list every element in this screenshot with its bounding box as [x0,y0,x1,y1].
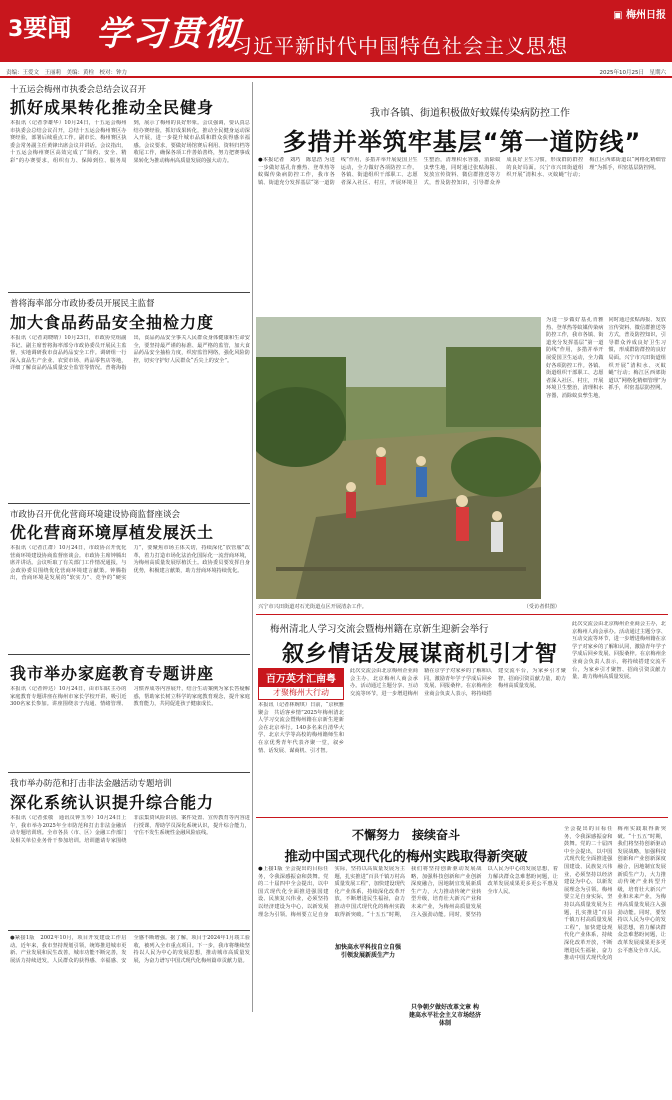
calligraphy-title: 学习贯彻 [96,14,240,54]
article7-kicker: 我市各镇、街道积极做好蚊媒传染病防控工作 [370,108,570,119]
article8-body: 此次交流会由北京梅州企业商会主办，北京梅州人商会承办。活动通过主题分享、互动交流等环节，进一步增进梅州籍在京学子对家乡的了解和认同，激励青年学子学成后回乡发展、回报桑梓。在京梅州企业商会负责人表示，将持续搭建交流平台，为家乡引才聚智、招商引资贡献力量，助力梅州高质量发展。 [350,668,566,697]
article5-body: 本报讯（记者张敬 通讯员钟玉琴）10月24日上午，我市举办2025年全市防范和打击非法金融活动专题培训班。全市各县（市、区）金融工作部门及相关单位业务骨干参加培训。培训邀请专家围绕非法集资风险识别、案件处置、宣传教育等内容进行授课，帮助学员深化系统认识，提升综合能力，守住不发生系统性金融风险底线。 [10,815,250,844]
article1-kicker: 十五运会梅州市执委会总结会议召开 [10,85,147,95]
article1-title: 抓好成果转化推动全民健身 [10,98,215,117]
article8-kicker: 梅州清北人学习交流会暨梅州籍在京新生迎新会举行 [270,624,489,635]
section-rule [256,614,668,615]
page-number: 3 [8,17,24,42]
photo-illustration [256,317,541,599]
article9-subhead-1: 加快高水平科技自立自强引领发展新质生产力 [334,944,401,959]
divider [8,503,250,504]
article8-continued: 此次交流会由北京梅州企业商会主办，北京梅州人商会承办。活动通过主题分享、互动交流等环节，进一步增进梅州籍在京学子对家乡的了解和认同，激励青年学子学成后回乡发展、回报桑梓。在京梅州企业商会负责人表示，将持续搭建交流平台，为家乡引才聚智、招商引资贡献力量，助力梅州高质量发展。 [572,621,666,681]
paper-icon: ▣ [613,10,623,21]
article4-body: 本报讯（记者钟达）10月24日，由市妇联主办的家庭教育专题讲座在梅州市家长学校开讲，吸引近300名家长参加。讲座围绕亲子沟通、情绪管理、习惯养成等内容展开，结合生动案例为家长答疑解惑，帮助家长树立科学的家庭教育观念，提升家庭教育能力，共同促进孩子健康成长。 [10,686,250,708]
article8-title: 叙乡情话发展谋商机引才智 [281,642,558,667]
article4-title: 我市举办家庭教育专题讲座 [10,664,215,683]
article9-body [258,866,558,1094]
divider [8,654,250,655]
article2-body: 本报讯（记者刘晓晴）10月23日，市政协党组副书记、副主席普将海率部分市政协委员开展民主监督，实地调研我市食品药品安全工作。调研组一行深入食品生产企业、农贸市场、药品零售店等地，详细了解食品药品质量安全监管等情况。普将海指出，食品药品安全事关人民群众身体健康和生命安全，要坚持最严谨的标准、最严格的监管，加大食品药品安全抽检力度，织密监管网络，强化风险防控，切实守护好人民群众“舌尖上的安全”。 [10,335,250,372]
article7-text: 为进一步做好基孔肯雅热、登革热等蚊媒传染病防控工作，我市各镇、街道充分发挥基层“第一道防线”作用，多措并举开展爱国卫生运动，全力做好各项防控工作。各镇、街道组织干部职工、志愿者深入社区、村庄，开展环境卫生整治，清理积水容器，消除蚊虫孳生地，同时通过张贴海报、发放宣传资料、微信群推送等方式，普及防控知识，引导群众养成良好卫生习惯，形成群防群控的良好局面。兴宁市兴田街道组织开展“清积水、灭蚊蝇”行动；梅江区西郊街道以“网格化精细管理”为抓手，织密基层防控网。 [258,157,666,186]
divider [8,292,250,293]
article3-body: 本报讯（记者江群）10月24日，市政协召开优化营商环境建设协商监督座谈会。市政协主席钟腾出席并讲话。会议听取了有关部门工作情况通报，与会政协委员围绕优化营商环境建言献策。钟腾指出，营商环境是发展的“软实力”、竞争的“硬实力”，要聚焦市场主体关切，持续深化“放管服”改革，着力打造市场化法治化国际化一流营商环境，为梅州高质量发展厚植沃土。政协委员要发挥自身优势，积极建言献策，助力营商环境持续优化。 [10,545,250,582]
news-photo [256,317,541,599]
article2-title: 加大食品药品安全抽检力度 [10,313,215,332]
article1-body: 本报讯（记者李雄华）10月24日，十五运会梅州市执委会总结会议召开，总结十五运会梅州赛区办赛经验，部署后续重点工作。副市长、梅州赛区执委会常务副主任黄锋出席会议并讲话。会议指出，十五运会梅州赛区高效完成了“简约、安全、精彩”的办赛要求，组织有力、保障到位、服务周到，展示了梅州的良好形象。会议强调，要认真总结办赛经验，抓好成果转化，推动全民健身运动深入开展，进一步提升城市品质和群众获得感幸福感。会议要求，要做好场馆赛后利用、资料归档等收尾工作，确保各项工作善始善终，努力把赛事成果转化为推动梅州高质量发展的强大动力。 [10,120,250,164]
article5-kicker: 我市举办防范和打击非法金融活动专题培训 [10,779,172,789]
article7-title: 多措并举筑牢基层“第一道防线” [282,128,642,156]
masthead-rule [0,76,672,78]
article9-title: 推动中国式现代化的梅州实践取得新突破 [284,849,528,865]
issue-date: 2025年10月25日 星期六 [599,70,666,76]
section-rule [256,817,668,818]
article5-title: 深化系统认识提升综合能力 [10,793,215,812]
section-name: 要闻 [23,14,72,42]
article7-body [258,157,666,312]
editor-credits: 责编：王爱文 王丽莉 美编：黄栓 校对：钟力 [6,70,128,76]
divider [8,772,250,773]
talent-sub-badge: 才聚梅州大行动 [258,685,344,700]
divider [8,930,250,931]
article7-continued: 为进一步做好基孔肯雅热、登革热等蚊媒传染病防控工作，我市各镇、街道充分发挥基层“第一道防线”作用，多措并举开展爱国卫生运动，全力做好各项防控工作。各镇、街道组织干部职工、志愿者深入社区、村庄，开展环境卫生整治，清理积水容器，消除蚊虫孳生地，同时通过张贴海报、发放宣传资料、微信群推送等方式，普及防控知识，引导群众养成良好卫生习惯，形成群防群控的良好局面。兴宁市兴田街道组织开展“清积水、灭蚊蝇”行动；梅江区西郊街道以“网格化精细管理”为抓手，织密基层防控网。 [546,317,666,399]
article9-kicker: 不懈努力 接续奋斗 [351,828,460,842]
masthead-bar [0,0,672,62]
photo-caption: 兴宁市兴田街道对石光街道点区开展清杂工作。 [258,604,367,610]
paper-name: 梅州日报 [626,10,666,21]
talent-badge: 百万英才汇南粤 [258,668,344,687]
article9-continued: 全会提出的目标任务，令我深感振奋和鼓舞。党的二十届四中全会提出，以中国式现代化全面推进强国建设、民族复兴伟业，必须坚持以经济建设为中心，以新发展理念为引领。梅州要立足自身实际，坚持以高质量发展为主题，扎实推进“百县千镇万村高质量发展工程”，加快建设现代化产业体系，持续深化改革开放，不断增进民生福祉，奋力推动中国式现代化的梅州实践取得新突破。“十五五”时期，我们将坚持创新驱动发展战略，加强科技创新和产业创新深度融合，因地制宜发展新质生产力，大力推动传统产业转型升级，培育壮大新兴产业和未来产业，为梅州高质量发展注入强劲动能。同时，要坚持以人民为中心的发展思想，着力解决群众急难愁盼问题，让改革发展成果更多更公平惠及全市人民。 [564,826,666,962]
newspaper-logo [613,6,666,21]
article2-kicker: 普将海率部分市政协委员开展民主监督 [10,299,155,309]
article9-subhead-2: 只争朝夕做好改革文章 构建高水平社会主义市场经济体制 [408,1004,481,1027]
article3-title: 优化营商环境厚植发展沃土 [10,523,215,542]
slogan-title: 习近平新时代中国特色社会主义思想 [232,34,568,58]
article9-text: 全会提出的目标任务，令我深感振奋和鼓舞。党的二十届四中全会提出，以中国式现代化全面推进强国建设、民族复兴伟业，必须坚持以经济建设为中心，以新发展理念为引领。梅州要立足自身实际，坚持以高质量发展为主题，扎实推进“百县千镇万村高质量发展工程”，加快建设现代化产业体系，持续深化改革开放，不断增进民生福祉，奋力推动中国式现代化的梅州实践取得新突破。“十五五”时期，我们将坚持创新驱动发展战略，加强科技创新和产业创新深度融合，因地制宜发展新质生产力，大力推动传统产业转型升级，培育壮大新兴产业和未来产业，为梅州高质量发展注入强劲动能。同时，要坚持以人民为中心的发展思想，着力解决群众急难愁盼问题，让改革发展成果更多更公平惠及全市人民。 [258,866,558,918]
article7-byline: ●本报记者 刘巧 陈思浩 [258,157,323,163]
column-divider [252,82,253,1012]
article8-byline: 本报讯（记者林婉琪）日前，“京秋雅聚会 共话客乡情”2025年梅州清北人学习交流会暨梅州籍在京新生迎新会在北京举行。140多名来自清华大学、北京大学等高校的梅州籍师生和在京优秀青年代表齐聚一堂，叙乡情、话发展、谋商机、引才智。 [258,702,344,754]
article6-body: ●紧接1版 2002年10月，项目开发建设工作启动。近年来，我市坚持规划引领，统筹推进城市更新、产业发展和民生改善，城市功能不断完善，发展活力持续迸发，人民群众的获得感、幸福感、安全感不断增强。据了解，项目于2024年1月竣工验收，被列入全市重点项目。下一步，我市将继续坚持以人民为中心的发展思想，推动城市高质量发展，为奋力谱写中国式现代化梅州篇章贡献力量。 [10,935,250,964]
article9-byline: ●上接1版 [258,866,283,872]
article3-kicker: 市政协召开优化营商环境建设协商监督座谈会 [10,510,181,520]
photo-credit: （受访者供图） [523,604,560,610]
page-section [8,8,71,43]
